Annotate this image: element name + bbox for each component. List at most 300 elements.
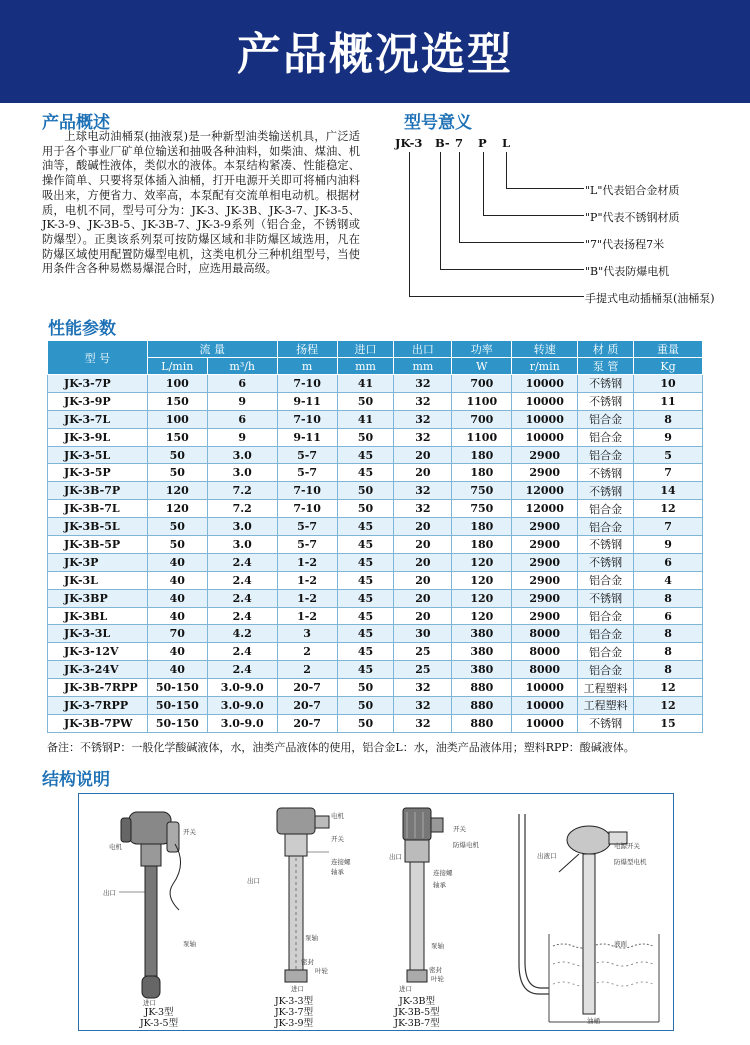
- table-cell: 380: [452, 643, 512, 661]
- header-speed-unit: r/min: [512, 358, 578, 375]
- table-cell: 50: [337, 392, 394, 410]
- table-cell: JK-3-12V: [48, 643, 148, 661]
- table-cell: 铝合金: [578, 625, 634, 643]
- code-segment-l: L: [502, 136, 511, 150]
- table-cell: 880: [452, 679, 512, 697]
- table-cell: 7: [634, 518, 703, 536]
- table-cell: 2900: [512, 536, 578, 554]
- table-cell: 不锈钢: [578, 392, 634, 410]
- table-cell: 15: [634, 714, 703, 732]
- table-cell: 8000: [512, 625, 578, 643]
- header-inlet: 进口: [337, 341, 394, 358]
- caption-d3-line3: JK-3B-7型: [394, 1018, 440, 1029]
- table-cell: 40: [147, 643, 207, 661]
- table-cell: 32: [394, 375, 452, 393]
- caption-d1: [129, 1007, 189, 1029]
- table-row: [48, 589, 703, 607]
- caption-d3-line1: JK-3B型: [399, 996, 435, 1007]
- header-power-unit: W: [452, 358, 512, 375]
- table-cell: 750: [452, 482, 512, 500]
- caption-d2-line2: JK-3-7型: [274, 1007, 314, 1018]
- table-cell: 7: [634, 464, 703, 482]
- caption-d2-line1: JK-3-3型: [274, 996, 314, 1007]
- header-material-sub: 泵 管: [578, 358, 634, 375]
- caption-d2: [264, 996, 324, 1029]
- model-meaning-heading: 型号意义: [404, 113, 472, 133]
- table-cell: 45: [337, 518, 394, 536]
- connector-line: [409, 152, 410, 297]
- table-cell: 20-7: [277, 714, 337, 732]
- table-cell: 3.0-9.0: [207, 697, 277, 715]
- table-cell: JK-3-7P: [48, 375, 148, 393]
- code-segment-jk3: JK-3: [395, 136, 423, 150]
- table-cell: 20: [394, 446, 452, 464]
- table-row: [48, 571, 703, 589]
- table-cell: 50: [337, 679, 394, 697]
- performance-table-body: [48, 375, 703, 733]
- table-cell: 70: [147, 625, 207, 643]
- structure-heading: 结构说明: [42, 770, 110, 790]
- connector-line: [459, 152, 460, 243]
- table-cell: 铝合金: [578, 410, 634, 428]
- label-outlet: 出口: [389, 853, 402, 861]
- table-cell: 2900: [512, 553, 578, 571]
- table-cell: 750: [452, 500, 512, 518]
- overview-heading: 产品概述: [42, 113, 110, 133]
- table-cell: 50: [337, 697, 394, 715]
- performance-heading: 性能参数: [48, 319, 116, 339]
- table-row: [48, 607, 703, 625]
- table-cell: 10: [634, 375, 703, 393]
- table-cell: 45: [337, 607, 394, 625]
- table-cell: 20: [394, 607, 452, 625]
- table-cell: 120: [452, 553, 512, 571]
- motor-housing: [567, 826, 611, 854]
- table-cell: 25: [394, 661, 452, 679]
- label-coupling: 连接螺: [433, 869, 453, 877]
- table-cell: 100: [147, 375, 207, 393]
- table-row: [48, 410, 703, 428]
- table-cell: 2.4: [207, 553, 277, 571]
- pump-diagram-drum: [509, 794, 673, 1032]
- table-cell: 32: [394, 500, 452, 518]
- table-cell: 4.2: [207, 625, 277, 643]
- table-cell: 180: [452, 536, 512, 554]
- label-switch: 开关: [331, 835, 344, 843]
- label-tube: 泵轴: [305, 934, 318, 942]
- table-cell: 2.4: [207, 571, 277, 589]
- label-liquid: 液面: [614, 940, 627, 948]
- table-cell: 铝合金: [578, 446, 634, 464]
- table-cell: 6: [634, 553, 703, 571]
- table-cell: 180: [452, 464, 512, 482]
- table-cell: 120: [452, 589, 512, 607]
- table-row: [48, 375, 703, 393]
- table-row: [48, 661, 703, 679]
- table-cell: 10000: [512, 392, 578, 410]
- table-cell: 11: [634, 392, 703, 410]
- table-cell: 9: [634, 428, 703, 446]
- table-cell: 4: [634, 571, 703, 589]
- performance-table: [47, 340, 703, 733]
- table-cell: 20: [394, 553, 452, 571]
- connector-line: [409, 296, 584, 297]
- top-banner: [0, 0, 750, 103]
- header-weight-unit: Kg: [634, 358, 703, 375]
- table-cell: 1100: [452, 428, 512, 446]
- table-cell: 32: [394, 679, 452, 697]
- table-cell: 45: [337, 536, 394, 554]
- table-cell: 2: [277, 643, 337, 661]
- label-switch: 开关: [183, 828, 196, 836]
- table-cell: 12: [634, 697, 703, 715]
- label-7: "7"代表扬程7米: [585, 238, 665, 251]
- header-power: 功率: [452, 341, 512, 358]
- table-row: [48, 679, 703, 697]
- table-cell: 10000: [512, 679, 578, 697]
- label-seal: 密封: [429, 966, 442, 974]
- motor-housing: [129, 812, 171, 844]
- table-cell: 50: [147, 536, 207, 554]
- table-cell: 5-7: [277, 446, 337, 464]
- table-cell: 不锈钢: [578, 536, 634, 554]
- code-segment-b: B-: [435, 136, 450, 150]
- connector-line: [459, 242, 584, 243]
- table-cell: JK-3-7L: [48, 410, 148, 428]
- table-row: [48, 536, 703, 554]
- table-cell: 50-150: [147, 697, 207, 715]
- table-cell: 40: [147, 589, 207, 607]
- table-cell: JK-3-3L: [48, 625, 148, 643]
- table-cell: 20: [394, 589, 452, 607]
- table-cell: 880: [452, 697, 512, 715]
- table-cell: JK-3B-7P: [48, 482, 148, 500]
- caption-d3: [387, 996, 447, 1029]
- table-row: [48, 464, 703, 482]
- table-cell: 12: [634, 500, 703, 518]
- table-cell: 8: [634, 661, 703, 679]
- label-switch: 电源开关: [614, 842, 640, 850]
- table-cell: 1100: [452, 392, 512, 410]
- table-cell: 3.0: [207, 464, 277, 482]
- table-cell: 40: [147, 661, 207, 679]
- table-cell: 50: [337, 500, 394, 518]
- table-cell: 50: [337, 482, 394, 500]
- table-cell: 880: [452, 714, 512, 732]
- structure-diagram-panel: [78, 793, 674, 1031]
- table-row: [48, 446, 703, 464]
- table-cell: JK-3B-7PW: [48, 714, 148, 732]
- table-note: 备注：不锈钢P：一般化学酸碱液体，水，油类产品液体的使用，铝合金L：水，油类产品液体用；塑料RPP：酸碱液体。: [47, 741, 635, 754]
- table-row: [48, 482, 703, 500]
- table-cell: 不锈钢: [578, 482, 634, 500]
- header-head: 扬程: [277, 341, 337, 358]
- table-row: [48, 428, 703, 446]
- header-speed: 转速: [512, 341, 578, 358]
- table-cell: 5-7: [277, 464, 337, 482]
- table-cell: 3: [277, 625, 337, 643]
- table-cell: 8000: [512, 661, 578, 679]
- table-cell: 不锈钢: [578, 464, 634, 482]
- table-cell: 7-10: [277, 410, 337, 428]
- header-inlet-unit: mm: [337, 358, 394, 375]
- table-cell: JK-3BP: [48, 589, 148, 607]
- table-cell: 45: [337, 643, 394, 661]
- label-l: "L"代表铝合金材质: [585, 184, 680, 197]
- table-cell: 150: [147, 392, 207, 410]
- table-cell: JK-3B-5P: [48, 536, 148, 554]
- label-shaft: 轴承: [433, 881, 446, 889]
- table-cell: 32: [394, 482, 452, 500]
- table-cell: 2900: [512, 607, 578, 625]
- table-cell: 41: [337, 410, 394, 428]
- table-cell: 50: [147, 518, 207, 536]
- table-row: [48, 392, 703, 410]
- label-b: "B"代表防爆电机: [585, 265, 670, 278]
- table-cell: 700: [452, 375, 512, 393]
- table-cell: 不锈钢: [578, 589, 634, 607]
- table-cell: 20: [394, 571, 452, 589]
- header-material: 材 质: [578, 341, 634, 358]
- table-cell: JK-3-9L: [48, 428, 148, 446]
- code-segment-p: P: [478, 136, 487, 150]
- table-cell: 100: [147, 410, 207, 428]
- page-title: 产品概况选型: [237, 29, 513, 80]
- table-cell: 工程塑料: [578, 697, 634, 715]
- connector-line: [440, 269, 584, 270]
- table-cell: JK-3BL: [48, 607, 148, 625]
- header-head-unit: m: [277, 358, 337, 375]
- overview-paragraph: 上球电动油桶泵(抽液泵)是一种新型油类输送机具，广泛适用于各个事业厂矿单位输送和抽吸各种油料，如柴油、煤油、机油等，酸碱性液体，类似水的液体。本泵结构紧凑、性能稳定、操作简单、只要将泵体插入油桶，打开电源开关即可将桶内油料吸出来，方便省力、效率高，本泵配有交流单相电动机。根据材质，电机不同，型号可分为：JK-3、JK-3B、JK-3-7、JK-3-5、JK-3-9、JK-3B-5、JK-3B-7、JK-3-9系列（铝合金，不锈钢或防爆型）。正奥该系列泵可按防爆区域和非防爆区域选用，凡在防爆区域使用配置防爆型电机，这类电机分三种机组型号，当使用条件含各种易燃易爆混合时，应选用最高级。: [42, 130, 360, 276]
- table-cell: 50: [337, 428, 394, 446]
- table-row: [48, 625, 703, 643]
- table-cell: 50: [337, 714, 394, 732]
- model-meaning-diagram: [395, 130, 740, 340]
- table-cell: JK-3L: [48, 571, 148, 589]
- table-cell: 150: [147, 428, 207, 446]
- overview-text: [42, 130, 360, 277]
- table-cell: JK-3-5L: [48, 446, 148, 464]
- table-cell: 12000: [512, 482, 578, 500]
- table-cell: 45: [337, 553, 394, 571]
- label-exmotor: 防爆电机: [453, 841, 479, 849]
- table-cell: 3.0: [207, 446, 277, 464]
- table-cell: 2900: [512, 571, 578, 589]
- table-cell: 25: [394, 643, 452, 661]
- table-cell: 50: [147, 464, 207, 482]
- label-seal: 密封: [301, 958, 314, 966]
- table-cell: 铝合金: [578, 643, 634, 661]
- table-cell: 20: [394, 464, 452, 482]
- table-cell: 铝合金: [578, 500, 634, 518]
- table-cell: 8: [634, 410, 703, 428]
- table-cell: JK-3-24V: [48, 661, 148, 679]
- table-cell: 45: [337, 464, 394, 482]
- table-cell: 32: [394, 410, 452, 428]
- label-outlet: 出口: [103, 889, 116, 897]
- table-cell: 3.0: [207, 536, 277, 554]
- table-cell: 10000: [512, 714, 578, 732]
- table-cell: 10000: [512, 375, 578, 393]
- table-cell: 50-150: [147, 679, 207, 697]
- connector-line: [483, 152, 484, 216]
- table-cell: 40: [147, 607, 207, 625]
- table-cell: 3.0-9.0: [207, 679, 277, 697]
- header-weight: 重量: [634, 341, 703, 358]
- table-row: [48, 643, 703, 661]
- table-cell: 7-10: [277, 482, 337, 500]
- connector-line: [483, 215, 584, 216]
- table-cell: 20: [394, 536, 452, 554]
- label-inlet: 进口: [291, 985, 304, 993]
- table-cell: 8000: [512, 643, 578, 661]
- table-cell: 12000: [512, 500, 578, 518]
- header-outlet: 出口: [394, 341, 452, 358]
- table-row: [48, 518, 703, 536]
- caption-d1-line1: JK-3型: [144, 1007, 174, 1018]
- table-cell: 铝合金: [578, 518, 634, 536]
- label-outlet: 出口: [247, 877, 260, 885]
- table-cell: 2900: [512, 464, 578, 482]
- caption-d1-line2: JK-3-5型: [139, 1018, 179, 1029]
- label-switch: 开关: [453, 825, 466, 833]
- table-row: [48, 697, 703, 715]
- table-cell: 9: [207, 428, 277, 446]
- label-inlet: 进口: [143, 999, 156, 1007]
- table-cell: 不锈钢: [578, 375, 634, 393]
- table-cell: 3.0: [207, 518, 277, 536]
- table-cell: 8: [634, 589, 703, 607]
- table-cell: 32: [394, 428, 452, 446]
- table-cell: 10000: [512, 697, 578, 715]
- table-cell: 7.2: [207, 482, 277, 500]
- table-cell: 20-7: [277, 679, 337, 697]
- table-cell: 工程塑料: [578, 679, 634, 697]
- table-cell: 铝合金: [578, 571, 634, 589]
- table-cell: JK-3-9P: [48, 392, 148, 410]
- table-cell: 铝合金: [578, 607, 634, 625]
- table-cell: JK-3P: [48, 553, 148, 571]
- header-outlet-unit: mm: [394, 358, 452, 375]
- table-cell: 1-2: [277, 553, 337, 571]
- table-cell: 不锈钢: [578, 714, 634, 732]
- table-cell: 20: [394, 518, 452, 536]
- table-cell: 2900: [512, 518, 578, 536]
- table-cell: 9-11: [277, 392, 337, 410]
- table-cell: JK-3B-7RPP: [48, 679, 148, 697]
- table-cell: 5-7: [277, 536, 337, 554]
- label-coupling: 连接螺: [331, 858, 351, 866]
- table-cell: 铝合金: [578, 661, 634, 679]
- table-cell: 40: [147, 553, 207, 571]
- table-cell: 700: [452, 410, 512, 428]
- table-cell: JK-3B-7L: [48, 500, 148, 518]
- table-cell: 50-150: [147, 714, 207, 732]
- table-cell: 2.4: [207, 607, 277, 625]
- table-cell: 45: [337, 661, 394, 679]
- table-cell: 41: [337, 375, 394, 393]
- table-cell: 不锈钢: [578, 553, 634, 571]
- table-cell: 3.0-9.0: [207, 714, 277, 732]
- label-tube: 泵轴: [431, 942, 444, 950]
- table-cell: 铝合金: [578, 428, 634, 446]
- table-cell: 20-7: [277, 697, 337, 715]
- table-cell: 2.4: [207, 643, 277, 661]
- table-cell: 40: [147, 571, 207, 589]
- table-row: [48, 714, 703, 732]
- table-cell: 14: [634, 482, 703, 500]
- connector-line: [440, 152, 441, 270]
- table-cell: 6: [207, 375, 277, 393]
- table-cell: 12: [634, 679, 703, 697]
- table-cell: 45: [337, 446, 394, 464]
- table-cell: 5: [634, 446, 703, 464]
- table-cell: 7-10: [277, 500, 337, 518]
- table-cell: 5-7: [277, 518, 337, 536]
- label-tube: 泵轴: [183, 940, 196, 948]
- table-cell: 380: [452, 625, 512, 643]
- table-cell: 120: [452, 571, 512, 589]
- label-motor: 电机: [331, 812, 344, 820]
- label-jk3: 手提式电动插桶泵(油桶泵): [585, 292, 715, 305]
- table-cell: 32: [394, 392, 452, 410]
- table-cell: 1-2: [277, 589, 337, 607]
- label-outlet: 出液口: [537, 852, 557, 860]
- header-flow-lmin: L/min: [147, 358, 207, 375]
- header-model: 型 号: [48, 341, 148, 375]
- table-cell: 2900: [512, 589, 578, 607]
- table-cell: 50: [147, 446, 207, 464]
- motor-housing: [277, 808, 315, 834]
- table-cell: 9-11: [277, 428, 337, 446]
- table-cell: 45: [337, 625, 394, 643]
- table-cell: 10000: [512, 428, 578, 446]
- table-row: [48, 500, 703, 518]
- table-cell: 2.4: [207, 589, 277, 607]
- header-flow-m3h: m³/h: [207, 358, 277, 375]
- connector-line: [506, 152, 507, 189]
- label-p: "P"代表不锈钢材质: [585, 211, 680, 224]
- table-cell: 45: [337, 589, 394, 607]
- table-cell: 1-2: [277, 607, 337, 625]
- table-cell: 6: [634, 607, 703, 625]
- table-cell: 120: [147, 482, 207, 500]
- label-inlet: 进口: [399, 985, 412, 993]
- caption-d3-line2: JK-3B-5型: [394, 1007, 440, 1018]
- table-cell: 2900: [512, 446, 578, 464]
- table-cell: 380: [452, 661, 512, 679]
- table-cell: 2: [277, 661, 337, 679]
- label-impeller: 叶轮: [315, 967, 328, 975]
- table-cell: 2.4: [207, 661, 277, 679]
- table-cell: JK-3B-5L: [48, 518, 148, 536]
- label-tank: 油桶: [587, 1017, 600, 1025]
- table-cell: 6: [207, 410, 277, 428]
- table-cell: JK-3-5P: [48, 464, 148, 482]
- table-cell: 7-10: [277, 375, 337, 393]
- table-cell: 120: [452, 607, 512, 625]
- table-cell: 9: [634, 536, 703, 554]
- table-cell: 180: [452, 518, 512, 536]
- table-row: [48, 553, 703, 571]
- table-cell: 30: [394, 625, 452, 643]
- label-impeller: 叶轮: [431, 975, 444, 983]
- table-cell: 120: [147, 500, 207, 518]
- table-cell: 32: [394, 697, 452, 715]
- header-flow: 流 量: [147, 341, 277, 358]
- table-cell: 180: [452, 446, 512, 464]
- table-cell: 1-2: [277, 571, 337, 589]
